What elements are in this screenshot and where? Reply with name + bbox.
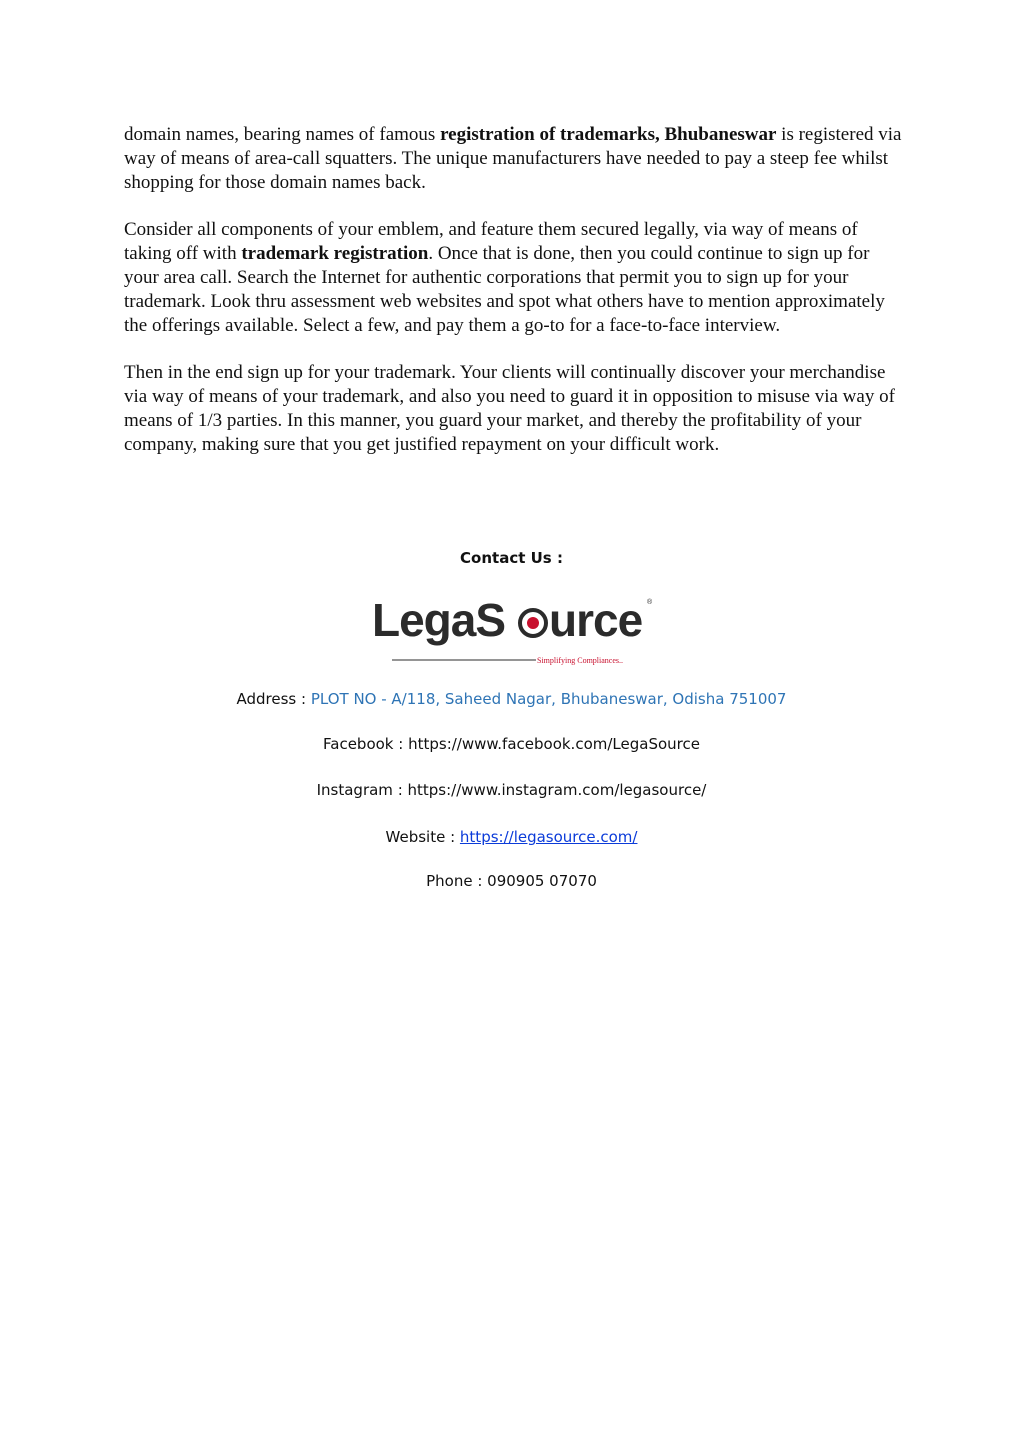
address-line	[0, 690, 1023, 708]
logo-registered-mark: ®	[647, 599, 653, 606]
instagram-line: Instagram : https://www.instagram.com/legasource/	[316, 781, 707, 799]
logo-target-dot	[527, 617, 539, 629]
logo-tagline: Simplifying Compliances..	[537, 656, 623, 665]
website-label: Website :	[385, 828, 460, 846]
paragraph-1	[124, 123, 904, 195]
website-link[interactable]: https://legasource.com/	[459, 828, 638, 846]
logo-text-left: LegaS	[372, 594, 506, 646]
paragraph-1-bold: registration of trademarks, Bhubaneswar	[440, 124, 777, 145]
phone-line	[0, 872, 1023, 890]
paragraph-1-text-b: is registered via way of means of area-call squatters. The unique manufacturers have needed to pay a steep fee whilst shopping for those domain names back.	[124, 124, 902, 193]
address-label: Address :	[236, 690, 311, 708]
website-line	[0, 828, 1023, 846]
phone-label: Phone :	[426, 872, 488, 890]
address-value: PLOT NO - A/118, Saheed Nagar, Bhubaneswar, Odisha 751007	[310, 690, 787, 708]
paragraph-2-bold: trademark registration	[241, 243, 429, 264]
contact-title: Contact Us :	[460, 549, 563, 567]
legasource-logo	[370, 590, 655, 668]
logo-text-right: urce	[549, 594, 643, 646]
facebook-line: Facebook : https://www.facebook.com/LegaSource	[323, 735, 700, 753]
paragraph-2-text-a: Consider all components of your emblem, and feature them secured legally, via way of means of taking off with	[124, 219, 858, 264]
phone-value: 090905 07070	[487, 872, 597, 890]
paragraph-2-text-b: . Once that is done, then you could continue to sign up for your area call. Search the Internet for authentic corporations that permit you to sign up for your trademark. Look thru assessment web websites and spot what others have to mention approximately the offerings available. Select a few, and pay them a go-to for a face-to-face interview.	[124, 243, 885, 336]
paragraph-3	[124, 361, 904, 457]
paragraph-1-text-a: domain names, bearing names of famous	[124, 124, 441, 145]
paragraph-3-text: Then in the end sign up for your trademark. Your clients will continually discover your merchandise via way of means of your trademark, and also you need to guard it in opposition to misuse via way of means of 1/3 parties. In this manner, you guard your market, and thereby the profitability of your company, making sure that you get justified repayment on your difficult work.	[124, 362, 895, 455]
paragraph-2	[124, 218, 904, 338]
article-body	[124, 123, 904, 480]
